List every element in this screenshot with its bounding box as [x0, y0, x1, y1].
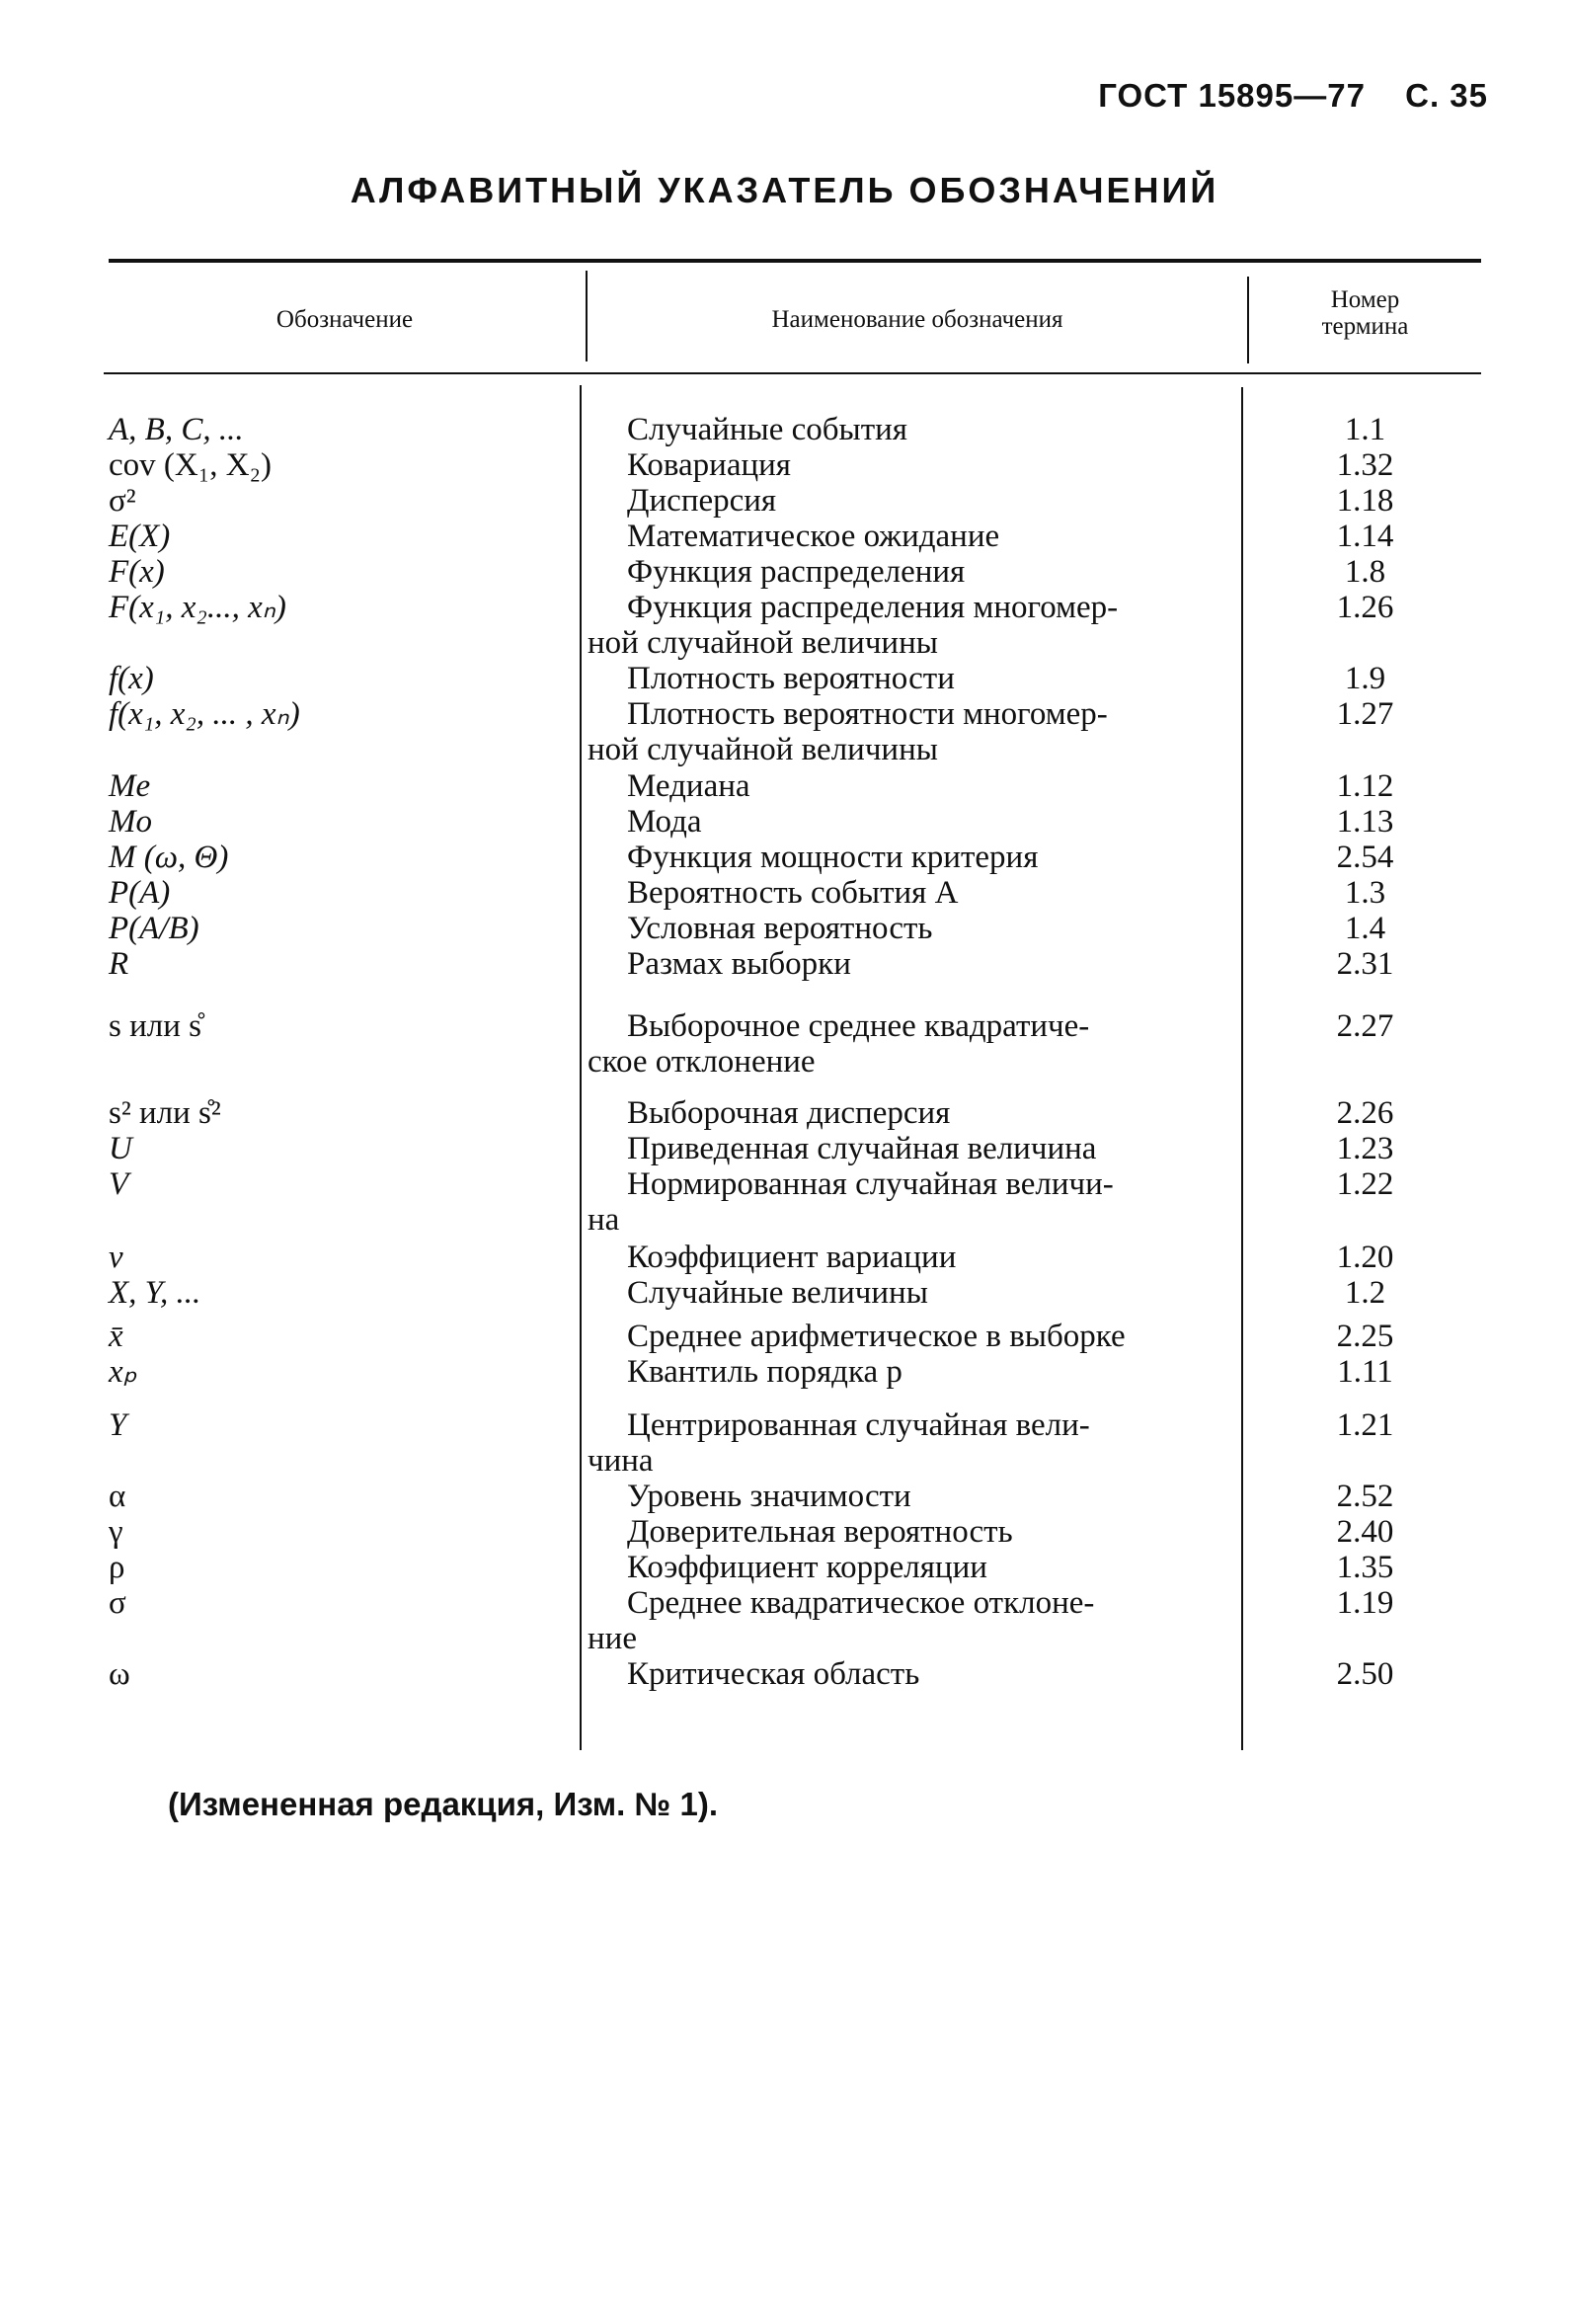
symbol-cell: P(A) — [109, 875, 171, 911]
term-number-cell: 1.35 — [1336, 1550, 1394, 1585]
symbol-cell: E(X) — [109, 519, 171, 554]
term-number-cell: 1.32 — [1336, 447, 1394, 483]
page-number: С. 35 — [1405, 77, 1488, 114]
symbol-cell: s² или s̊² — [109, 1095, 221, 1131]
symbol-cell: Me — [109, 768, 151, 804]
term-number-cell: 1.23 — [1336, 1131, 1394, 1166]
symbol-cell: s или s̊ — [109, 1008, 201, 1044]
name-text: Выборочное среднее квадратиче- — [627, 1008, 1090, 1044]
name-text-continuation: ское отклонение — [588, 1044, 816, 1080]
name-text: Коэффициент вариации — [627, 1240, 957, 1275]
name-text: Мода — [627, 804, 702, 840]
name-cell — [588, 1407, 1224, 1479]
term-number-cell: 1.27 — [1336, 696, 1394, 732]
name-text: Вероятность события A — [627, 875, 959, 911]
term-number-cell: 2.52 — [1336, 1479, 1394, 1514]
table-top-rule — [109, 259, 1481, 263]
term-number-cell: 1.3 — [1344, 875, 1386, 911]
symbol-cell: X, Y, ... — [109, 1275, 201, 1311]
name-cell — [588, 590, 1224, 661]
term-number-cell: 1.12 — [1336, 768, 1394, 804]
symbol-cell: σ² — [109, 483, 136, 519]
name-text: Функция распределения — [627, 554, 966, 590]
symbols-index-table — [104, 259, 1484, 1750]
amendment-note: (Измененная редакция, Изм. № 1). — [168, 1786, 718, 1822]
body-divider-left — [580, 385, 582, 1750]
term-number-cell: 1.19 — [1336, 1585, 1394, 1621]
name-text: Выборочная дисперсия — [627, 1095, 951, 1131]
name-text: Критическая область — [627, 1656, 920, 1692]
symbol-cell: ρ — [109, 1550, 125, 1585]
name-cell — [627, 911, 1224, 946]
name-text-continuation: ние — [588, 1621, 637, 1656]
term-number-cell: 1.8 — [1344, 554, 1386, 590]
name-cell — [627, 1354, 1224, 1390]
name-cell — [627, 1656, 1224, 1692]
symbol-cell: f(x₁, x₂, ... , xₙ) — [109, 696, 300, 732]
name-text: Дисперсия — [627, 483, 777, 519]
name-cell — [627, 1514, 1224, 1550]
term-number-cell: 2.54 — [1336, 840, 1394, 875]
name-text: Случайные события — [627, 412, 907, 447]
body-divider-right — [1241, 387, 1243, 1750]
name-text-continuation: ной случайной величины — [588, 625, 938, 661]
symbol-cell: P(A/B) — [109, 911, 199, 946]
column-header-number-line2: термина — [1321, 313, 1409, 340]
name-cell — [627, 661, 1224, 696]
name-text: Среднее квадратическое отклоне- — [627, 1585, 1095, 1621]
term-number-cell: 1.1 — [1344, 412, 1386, 447]
name-text: Математическое ожидание — [627, 519, 1000, 554]
name-cell — [627, 1319, 1224, 1354]
name-text: Среднее арифметическое в выборке — [627, 1319, 1126, 1354]
term-number-cell: 1.20 — [1336, 1240, 1394, 1275]
name-cell — [588, 1585, 1224, 1656]
term-number-cell: 2.40 — [1336, 1514, 1394, 1550]
symbol-cell: ω — [109, 1656, 130, 1692]
name-cell — [627, 946, 1224, 982]
symbol-cell: V — [109, 1166, 129, 1202]
term-number-cell: 1.26 — [1336, 590, 1394, 625]
term-number-cell: 2.26 — [1336, 1095, 1394, 1131]
name-text-continuation: ной случайной величины — [588, 732, 938, 767]
name-cell — [627, 840, 1224, 875]
symbol-cell: x̄ — [109, 1319, 123, 1354]
name-cell — [627, 1479, 1224, 1514]
name-cell — [627, 1095, 1224, 1131]
name-text: Условная вероятность — [627, 911, 933, 946]
name-cell — [588, 1008, 1224, 1080]
name-cell — [627, 447, 1224, 483]
symbol-cell: F(x₁, x₂..., xₙ) — [109, 590, 286, 625]
name-text: Функция распределения многомер- — [627, 590, 1119, 625]
name-cell — [627, 875, 1224, 911]
page-title: АЛФАВИТНЫЙ УКАЗАТЕЛЬ ОБОЗНАЧЕНИЙ — [350, 170, 1219, 210]
page-header — [1098, 77, 1488, 115]
term-number-cell: 2.25 — [1336, 1319, 1394, 1354]
name-cell — [627, 483, 1224, 519]
name-text: Медиана — [627, 768, 750, 804]
term-number-cell: 1.2 — [1344, 1275, 1386, 1311]
symbol-cell: f(x) — [109, 661, 154, 696]
name-text: Квантиль порядка p — [627, 1354, 902, 1390]
name-text: Случайные величины — [627, 1275, 928, 1311]
name-cell — [588, 696, 1224, 767]
name-cell — [627, 1131, 1224, 1166]
name-cell — [627, 554, 1224, 590]
term-number-cell: 2.31 — [1336, 946, 1394, 982]
name-cell — [627, 519, 1224, 554]
name-text: Уровень значимости — [627, 1479, 911, 1514]
name-text: Центрированная случайная вели- — [627, 1407, 1090, 1443]
name-cell — [627, 1550, 1224, 1585]
term-number-cell: 1.11 — [1337, 1354, 1393, 1390]
name-cell — [627, 768, 1224, 804]
name-text: Коэффициент корреляции — [627, 1550, 987, 1585]
name-text-continuation: на — [588, 1202, 620, 1238]
symbol-cell: xₚ — [109, 1354, 137, 1390]
symbol-cell: σ — [109, 1585, 126, 1621]
term-number-cell: 1.9 — [1344, 661, 1386, 696]
name-text-continuation: чина — [588, 1443, 654, 1479]
symbol-cell: γ — [109, 1514, 123, 1550]
term-number-cell: 1.18 — [1336, 483, 1394, 519]
term-number-cell: 1.22 — [1336, 1166, 1394, 1202]
symbol-cell: R — [109, 946, 129, 982]
column-header-number-line1: Номер — [1330, 286, 1400, 313]
symbol-cell: v — [109, 1240, 123, 1275]
term-number-cell: 2.27 — [1336, 1008, 1394, 1044]
name-cell — [627, 804, 1224, 840]
column-header-number — [1249, 286, 1481, 340]
table-header-rule — [104, 372, 1481, 374]
name-cell — [627, 1240, 1224, 1275]
symbol-cell: cov (X₁, X₂) — [109, 447, 273, 483]
name-text: Плотность вероятности — [627, 661, 955, 696]
symbol-cell: A, B, C, ... — [109, 412, 244, 447]
name-text: Нормированная случайная величи- — [627, 1166, 1114, 1202]
standard-number: ГОСТ 15895—77 — [1098, 77, 1366, 114]
column-header-symbol: Обозначение — [275, 306, 414, 333]
symbol-cell: Y — [109, 1407, 127, 1443]
symbol-cell: F(x) — [109, 554, 165, 590]
name-text: Приведенная случайная величина — [627, 1131, 1097, 1166]
name-text: Функция мощности критерия — [627, 840, 1039, 875]
name-cell — [627, 1275, 1224, 1311]
name-cell — [627, 412, 1224, 447]
symbol-cell: α — [109, 1479, 126, 1514]
name-text: Ковариация — [627, 447, 791, 483]
symbol-cell: U — [109, 1131, 132, 1166]
term-number-cell: 1.21 — [1336, 1407, 1394, 1443]
name-cell — [588, 1166, 1224, 1238]
name-text: Доверительная вероятность — [627, 1514, 1013, 1550]
term-number-cell: 1.13 — [1336, 804, 1394, 840]
term-number-cell: 1.4 — [1344, 911, 1386, 946]
term-number-cell: 1.14 — [1336, 519, 1394, 554]
term-number-cell: 2.50 — [1336, 1656, 1394, 1692]
name-text: Плотность вероятности многомер- — [627, 696, 1108, 732]
name-text: Размах выборки — [627, 946, 851, 982]
symbol-cell: M (ω, Θ) — [109, 840, 229, 875]
symbol-cell: Mo — [109, 804, 152, 840]
column-header-name: Наименование обозначения — [771, 306, 1063, 333]
